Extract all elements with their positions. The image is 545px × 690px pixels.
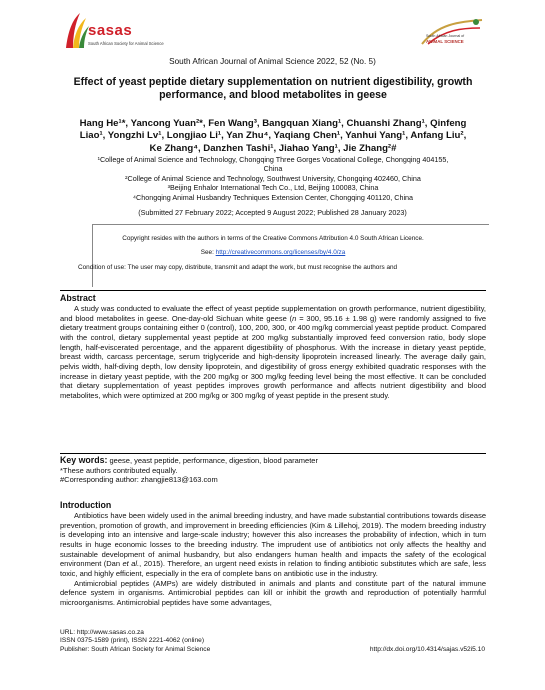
authors-line-2: Liao¹, Yongzhi Lv¹, Longjiao Li¹, Yan Zhu⁴, Yaqiang Chen¹, Yanhui Yang¹, Anfang Liu², <box>79 130 467 142</box>
keywords-block <box>60 456 486 485</box>
abstract-body <box>60 304 486 401</box>
condition-of-use: Condition of use: The user may copy, distribute, transmit and adapt the work, but must recognise the authors and <box>78 264 398 271</box>
introduction-heading: Introduction <box>60 500 112 510</box>
affiliations <box>52 155 494 202</box>
keywords-line <box>60 456 486 466</box>
divider <box>60 453 486 454</box>
license-link[interactable]: http://creativecommons.org/licenses/by/4.0/za <box>215 249 346 256</box>
journal-logo-line2: ANIMAL SCIENCE <box>426 39 464 44</box>
journal-logo-line1: South African Journal of <box>426 34 465 38</box>
introduction-paragraph: Antimicrobial peptides (AMPs) are widely distributed in animals and plants and constitute part of the natural immune defence system in organisms. Antimicrobial peptides can kill or inhibit the growth and reproduction of potentially harmful microorganisms. Antimicrobial peptides have some advantages, <box>60 578 486 607</box>
keywords-text: geese, yeast peptide, performance, digestion, blood parameter <box>107 456 318 465</box>
affiliation: ³Beijing Enhalor International Tech Co., Ltd, Beijing 100083, China <box>167 183 379 193</box>
keywords-label: Key words: <box>60 455 108 465</box>
footer <box>60 629 210 654</box>
copyright-line: Copyright resides with the authors in terms of the Creative Commons Attribution 4.0 South African Licence. <box>122 235 424 242</box>
see-label: See: <box>200 249 216 256</box>
footer-issn: ISSN 0375-1589 (print), ISSN 2221-4062 (online) <box>60 637 205 645</box>
equal-contribution-note: *These authors contributed equally. <box>60 465 178 475</box>
footer-publisher: Publisher: South African Society for Animal Science <box>60 645 211 653</box>
introduction-body <box>60 511 486 608</box>
submission-dates: (Submitted 27 February 2022; Accepted 9 August 2022; Published 28 January 2023) <box>138 208 407 217</box>
authors-line-1: Hang He¹*, Yancong Yuan²*, Fen Wang³, Bangquan Xiang¹, Chuanshi Zhang¹, Qinfeng <box>79 118 467 129</box>
article-title: Effect of yeast peptide dietary supplementation on nutrient digestibility, growth performance, and blood metabolites in geese <box>73 76 473 101</box>
sasas-logo <box>58 10 178 52</box>
license-line <box>60 249 486 256</box>
author-list <box>52 118 494 155</box>
authors-line-3: Ke Zhang⁴, Danzhen Tashi¹, Jiahao Yang¹, Jie Zhang²# <box>149 142 397 154</box>
logo-subtitle: South African Society for Animal Science <box>88 41 164 46</box>
affiliation: ¹College of Animal Science and Technology, Chongqing Three Gorges Vocational College, Chongqing 404155, <box>97 155 449 164</box>
affiliation: China <box>263 164 283 174</box>
affiliation: ²College of Animal Science and Technology, Southwest University, Chongqing 402460, China <box>125 173 421 183</box>
divider <box>60 290 486 291</box>
abstract-paragraph: A study was conducted to evaluate the effect of yeast peptide supplementation on growth performance, nutrient digestibility, and blood metabolites in geese. One-day-old Sichuan white geese (n = 300, 95.16 ± 1.98 g) were randomly assigned to five dietary treatment groups containing either 0 (control), 100, 200, 300, or 400 mg/kg commercial yeast peptide product. Compared with the control, dietary supplemental yeast peptide at 200 mg/kg substantially improved feed conversion ratio, body slope length, half-eviscerated percentage, and the apparent digestibility of phosphorus. With the increase in dietary yeast peptide, breast width, carcass percentage, serum triglyceride and high-density lipoprotein increased linearly. The average daily gain, pelvis width, half-diving depth, low density lipoprotein, and digestibility of gross energy exhibited quadratic responses with the increase in dietary yeast peptide, with the 200 mg/kg or 300 mg/kg feeding level being the most effective. It can be concluded that dietary supplementation of yeast peptides improves growth performance and affects nutrient digestibility and blood metabolites, which were optimized at 200 mg/kg or 300 mg/kg of yeast peptide in the present study. <box>60 304 486 400</box>
abstract-heading: Abstract <box>60 293 96 303</box>
affiliation: ⁴Chongqing Animal Husbandry Techniques Extension Center, Chongqing 401120, China <box>132 192 414 202</box>
journal-logo <box>418 14 486 48</box>
doi-link[interactable]: http://dx.doi.org/10.4314/sajas.v52i5.10 <box>369 646 485 653</box>
journal-line: South African Journal of Animal Science 2022, 52 (No. 5) <box>169 57 376 66</box>
introduction-paragraph: Antibiotics have been widely used in the animal breeding industry, and have made substantial contributions towards disease prevention, promotion of growth, and improvement in breeding efficiencies (Kim & Lillehoj, 2019). The modern breeding industry is developing into an intensive and large-scale industry; however this also increases the probability of infection, which in turn results in huge economic losses to the breeding industry. The imprudent use of antibiotics not only affects the healthy and sustainable development of animal husbandry, but also endangers human health and impacts the safety of the ecological environment (Dan et al., 2015). Therefore, an urgent need exists in relation to finding antibiotic substitutes which are safe, less toxic, and highly efficient, especially in the era of complete bans on antibiotic use in the industry. <box>60 511 487 578</box>
corresponding-author: #Corresponding author: zhangjie813@163.com <box>60 475 218 485</box>
footer-url[interactable]: URL: http://www.sasas.co.za <box>60 629 144 636</box>
logo-text: sasas <box>88 22 133 39</box>
